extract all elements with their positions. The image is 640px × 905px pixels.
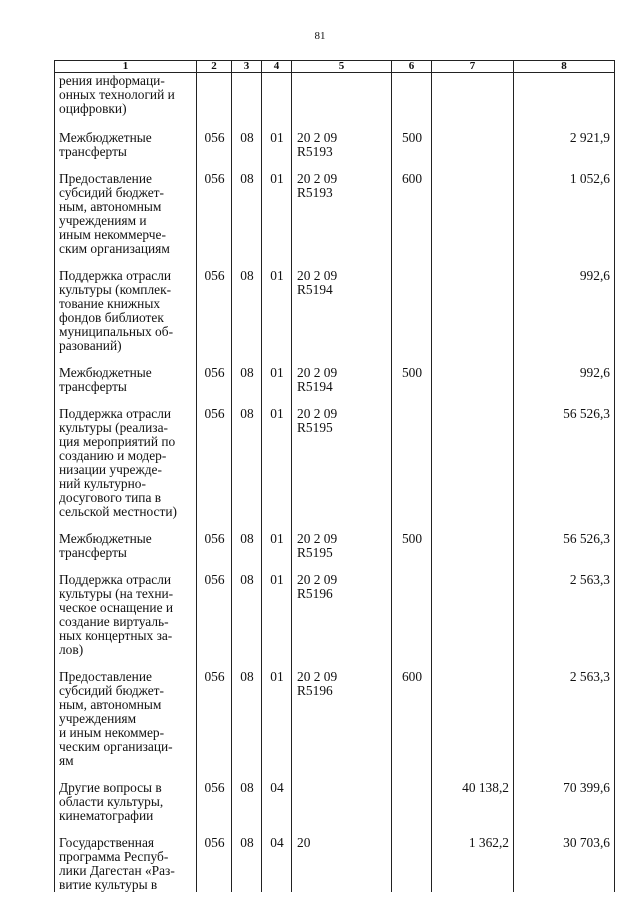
row-name: Межбюджетные трансферты <box>55 519 197 560</box>
amount-col7 <box>432 657 514 768</box>
section-code: 08 <box>232 256 262 353</box>
amount-col8: 2 563,3 <box>514 657 615 768</box>
amount-col8 <box>514 73 615 118</box>
amount-col8: 56 526,3 <box>514 519 615 560</box>
amount-col8: 2 563,3 <box>514 560 615 657</box>
subsection-code: 04 <box>262 768 292 823</box>
target-article: 20 2 09 R5195 <box>292 394 392 519</box>
target-article: 20 2 09 R5193 <box>292 159 392 256</box>
section-code: 08 <box>232 657 262 768</box>
budget-table <box>54 60 615 892</box>
row-name: рения информаци- онных технологий и оцифровки) <box>55 73 197 118</box>
header-row <box>55 61 615 73</box>
target-article: 20 2 09 R5196 <box>292 657 392 768</box>
subsection-code: 01 <box>262 560 292 657</box>
ministry-code: 056 <box>197 519 232 560</box>
ministry-code: 056 <box>197 159 232 256</box>
subsection-code: 01 <box>262 394 292 519</box>
subsection-code: 01 <box>262 118 292 159</box>
col-header-4: 4 <box>262 61 292 73</box>
amount-col8: 30 703,6 <box>514 823 615 892</box>
expense-type <box>392 560 432 657</box>
amount-col7 <box>432 519 514 560</box>
subsection-code <box>262 73 292 118</box>
subsection-code: 01 <box>262 519 292 560</box>
subsection-code: 01 <box>262 256 292 353</box>
subsection-code: 04 <box>262 823 292 892</box>
row-name: Другие вопросы в области культуры, кинематографии <box>55 768 197 823</box>
subsection-code: 01 <box>262 353 292 394</box>
section-code: 08 <box>232 159 262 256</box>
ministry-code: 056 <box>197 256 232 353</box>
ministry-code: 056 <box>197 657 232 768</box>
expense-type: 500 <box>392 118 432 159</box>
table-row <box>55 118 615 159</box>
table-row <box>55 823 615 892</box>
section-code: 08 <box>232 353 262 394</box>
amount-col8: 2 921,9 <box>514 118 615 159</box>
section-code: 08 <box>232 768 262 823</box>
expense-type <box>392 256 432 353</box>
col-header-7: 7 <box>432 61 514 73</box>
col-header-1: 1 <box>55 61 197 73</box>
amount-col8: 992,6 <box>514 256 615 353</box>
amount-col8: 992,6 <box>514 353 615 394</box>
table-row <box>55 159 615 256</box>
ministry-code: 056 <box>197 353 232 394</box>
section-code: 08 <box>232 519 262 560</box>
amount-col7: 1 362,2 <box>432 823 514 892</box>
row-name: Поддержка отрасли культуры (на техни- ческое оснащение и создание виртуаль- ных концертных за- лов) <box>55 560 197 657</box>
target-article: 20 2 09 R5195 <box>292 519 392 560</box>
row-name: Межбюджетные трансферты <box>55 118 197 159</box>
col-header-6: 6 <box>392 61 432 73</box>
table-row <box>55 73 615 118</box>
section-code <box>232 73 262 118</box>
page-number: 81 <box>314 30 326 42</box>
amount-col7 <box>432 394 514 519</box>
amount-col8: 1 052,6 <box>514 159 615 256</box>
section-code: 08 <box>232 394 262 519</box>
expense-type <box>392 768 432 823</box>
amount-col7 <box>432 159 514 256</box>
amount-col7 <box>432 118 514 159</box>
subsection-code: 01 <box>262 657 292 768</box>
target-article: 20 2 09 R5196 <box>292 560 392 657</box>
amount-col8: 56 526,3 <box>514 394 615 519</box>
section-code: 08 <box>232 560 262 657</box>
target-article: 20 2 09 R5194 <box>292 353 392 394</box>
ministry-code: 056 <box>197 118 232 159</box>
expense-type <box>392 823 432 892</box>
amount-col7 <box>432 256 514 353</box>
col-header-2: 2 <box>197 61 232 73</box>
expense-type: 500 <box>392 353 432 394</box>
ministry-code <box>197 73 232 118</box>
col-header-8: 8 <box>514 61 615 73</box>
expense-type: 600 <box>392 159 432 256</box>
table-row <box>55 519 615 560</box>
row-name: Поддержка отрасли культуры (реализа- ция мероприятий по созданию и модер- низации учрежде- ний культурно- досугового типа в сельской местности) <box>55 394 197 519</box>
row-name: Государственная программа Респуб- лики Дагестан «Раз- витие культуры в <box>55 823 197 892</box>
row-name: Предоставление субсидий бюджет- ным, автономным учреждениям и иным некоммер- ческим организаци- ям <box>55 657 197 768</box>
table-row <box>55 256 615 353</box>
expense-type <box>392 394 432 519</box>
row-name: Межбюджетные трансферты <box>55 353 197 394</box>
amount-col7 <box>432 560 514 657</box>
ministry-code: 056 <box>197 823 232 892</box>
amount-col8: 70 399,6 <box>514 768 615 823</box>
subsection-code: 01 <box>262 159 292 256</box>
amount-col7 <box>432 73 514 118</box>
table-row <box>55 657 615 768</box>
table-row <box>55 560 615 657</box>
col-header-5: 5 <box>292 61 392 73</box>
target-article <box>292 768 392 823</box>
row-name: Предоставление субсидий бюджет- ным, автономным учреждениям и иным некоммерче- ским организациям <box>55 159 197 256</box>
expense-type <box>392 73 432 118</box>
row-name: Поддержка отрасли культуры (комплек- тование книжных фондов библиотек муниципальных об- разований) <box>55 256 197 353</box>
target-article: 20 2 09 R5194 <box>292 256 392 353</box>
table-row <box>55 353 615 394</box>
table-row <box>55 768 615 823</box>
col-header-3: 3 <box>232 61 262 73</box>
target-article: 20 <box>292 823 392 892</box>
amount-col7: 40 138,2 <box>432 768 514 823</box>
amount-col7 <box>432 353 514 394</box>
section-code: 08 <box>232 823 262 892</box>
expense-type: 500 <box>392 519 432 560</box>
ministry-code: 056 <box>197 394 232 519</box>
section-code: 08 <box>232 118 262 159</box>
ministry-code: 056 <box>197 768 232 823</box>
table-row <box>55 394 615 519</box>
target-article: 20 2 09 R5193 <box>292 118 392 159</box>
expense-type: 600 <box>392 657 432 768</box>
target-article <box>292 73 392 118</box>
ministry-code: 056 <box>197 560 232 657</box>
